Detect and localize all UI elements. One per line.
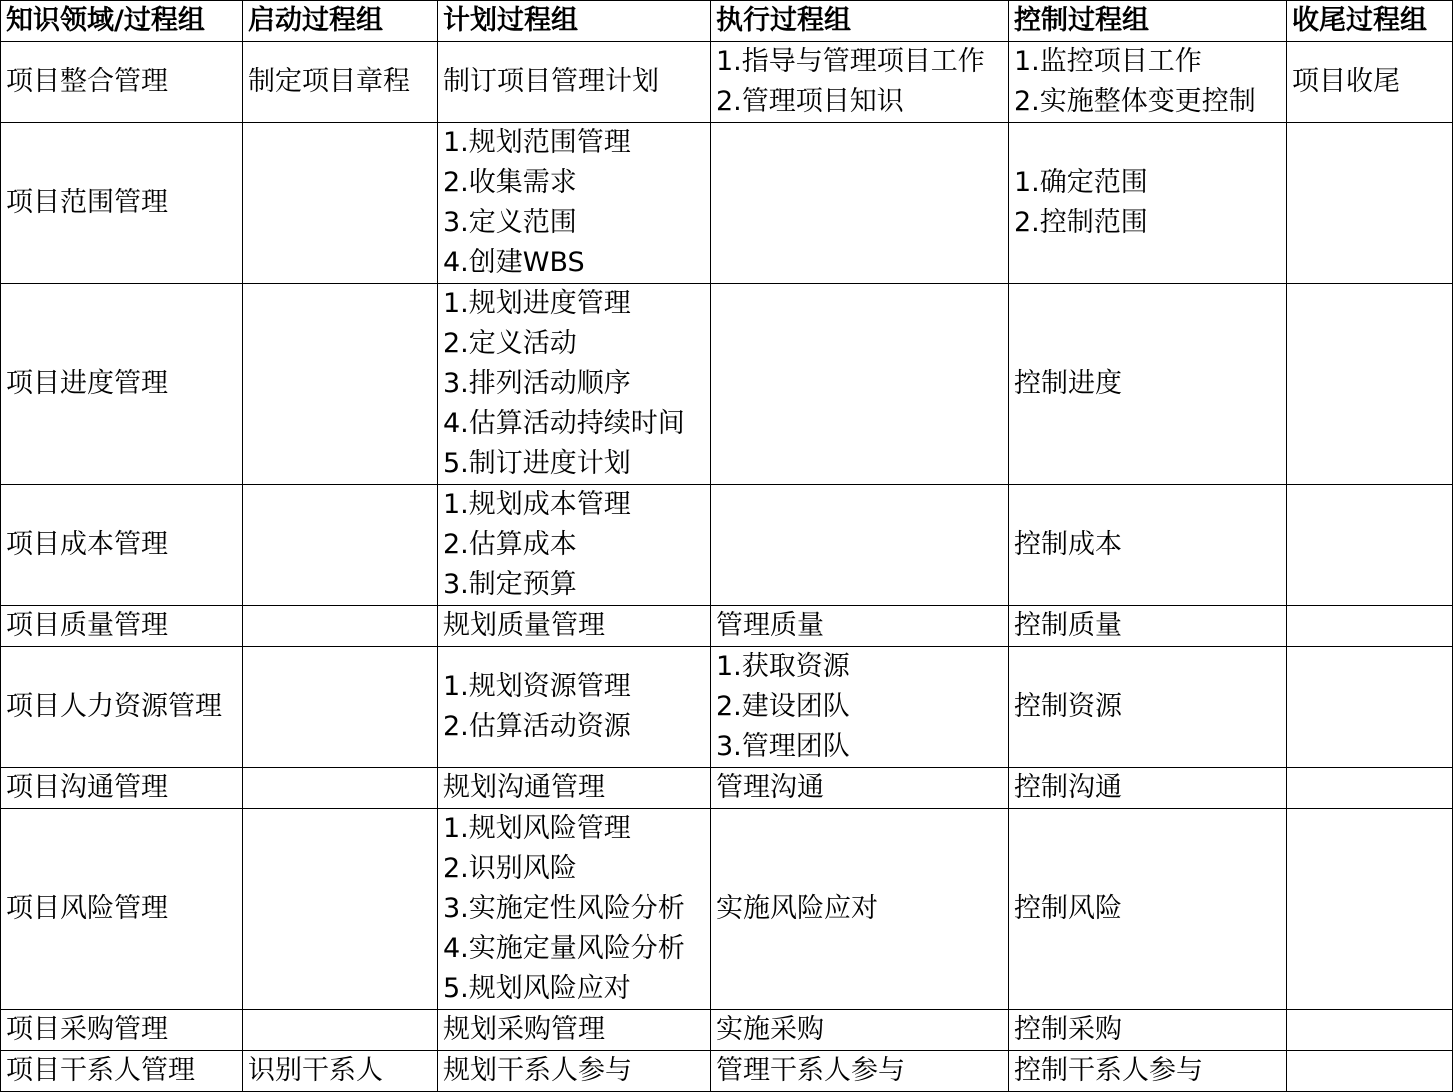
initiating-cell [243,485,438,606]
process-item: 控制沟通 [1014,772,1122,803]
closing-cell [1287,1010,1453,1051]
planning-cell [438,123,711,284]
controlling-cell [1009,123,1287,284]
controlling-cell [1009,1010,1287,1051]
controlling-cell [1009,485,1287,606]
process-item: 1.规划资源管理 [443,671,631,702]
closing-cell [1287,284,1453,485]
closing-cell [1287,606,1453,647]
controlling-cell [1009,1051,1287,1092]
closing-cell [1287,42,1453,123]
process-item: 1.规划范围管理 [443,127,631,158]
process-item: 控制进度 [1014,368,1122,399]
process-item: 1.规划成本管理 [443,489,631,520]
initiating-cell [243,647,438,768]
table-body [1,42,1453,1092]
table-row [1,809,1453,1010]
header-executing: 执行过程组 [711,1,1009,42]
process-item: 2.估算活动资源 [443,711,631,742]
process-item: 4.估算活动持续时间 [443,408,685,439]
process-item: 项目收尾 [1292,66,1400,97]
executing-cell [711,123,1009,284]
header-initiating: 启动过程组 [243,1,438,42]
process-item: 控制采购 [1014,1014,1122,1045]
executing-cell [711,284,1009,485]
process-item: 控制干系人参与 [1014,1055,1203,1086]
process-item: 5.制订进度计划 [443,448,631,479]
initiating-cell [243,809,438,1010]
planning-cell [438,606,711,647]
process-item: 2.管理项目知识 [716,86,904,117]
process-item: 2.实施整体变更控制 [1014,86,1256,117]
executing-cell [711,768,1009,809]
process-item: 1.监控项目工作 [1014,46,1202,77]
process-item: 3.制定预算 [443,569,577,600]
table-row [1,123,1453,284]
process-item: 1.规划风险管理 [443,813,631,844]
closing-cell [1287,809,1453,1010]
process-item: 1.获取资源 [716,651,850,682]
process-item: 3.管理团队 [716,731,850,762]
closing-cell [1287,768,1453,809]
process-item: 4.创建WBS [443,247,585,278]
planning-cell [438,1051,711,1092]
table-row [1,284,1453,485]
controlling-cell [1009,809,1287,1010]
process-item: 规划采购管理 [443,1014,605,1045]
table-row [1,647,1453,768]
closing-cell [1287,1051,1453,1092]
initiating-cell [243,42,438,123]
controlling-cell [1009,606,1287,647]
process-item: 2.控制范围 [1014,207,1148,238]
planning-cell [438,809,711,1010]
header-row [1,1,1453,42]
process-item: 制定项目章程 [248,66,410,97]
planning-cell [438,42,711,123]
process-item: 5.规划风险应对 [443,973,631,1004]
closing-cell [1287,647,1453,768]
process-item: 2.收集需求 [443,167,577,198]
process-item: 管理质量 [716,610,824,641]
table-row [1,606,1453,647]
planning-cell [438,1010,711,1051]
knowledge-area-cell: 项目风险管理 [1,809,243,1010]
table-row [1,1051,1453,1092]
table-row [1,1010,1453,1051]
process-item: 管理干系人参与 [716,1055,905,1086]
knowledge-area-cell: 项目进度管理 [1,284,243,485]
controlling-cell [1009,42,1287,123]
table-row [1,42,1453,123]
process-item: 3.实施定性风险分析 [443,893,685,924]
process-item: 2.定义活动 [443,328,577,359]
initiating-cell [243,606,438,647]
process-item: 规划沟通管理 [443,772,605,803]
knowledge-area-cell: 项目干系人管理 [1,1051,243,1092]
process-item: 规划干系人参与 [443,1055,632,1086]
planning-cell [438,647,711,768]
planning-cell [438,284,711,485]
controlling-cell [1009,647,1287,768]
knowledge-area-cell: 项目成本管理 [1,485,243,606]
planning-cell [438,768,711,809]
process-item: 控制资源 [1014,691,1122,722]
process-item: 控制风险 [1014,893,1122,924]
process-item: 2.识别风险 [443,853,577,884]
executing-cell [711,485,1009,606]
knowledge-area-cell: 项目整合管理 [1,42,243,123]
executing-cell [711,1010,1009,1051]
process-item: 3.排列活动顺序 [443,368,631,399]
process-item: 规划质量管理 [443,610,605,641]
process-item: 实施采购 [716,1014,824,1045]
process-item: 控制质量 [1014,610,1122,641]
process-item: 控制成本 [1014,529,1122,560]
process-item: 管理沟通 [716,772,824,803]
initiating-cell [243,768,438,809]
process-item: 4.实施定量风险分析 [443,933,685,964]
knowledge-area-cell: 项目人力资源管理 [1,647,243,768]
initiating-cell [243,1010,438,1051]
process-item: 识别干系人 [248,1055,383,1086]
header-planning: 计划过程组 [438,1,711,42]
closing-cell [1287,123,1453,284]
planning-cell [438,485,711,606]
closing-cell [1287,485,1453,606]
header-controlling: 控制过程组 [1009,1,1287,42]
executing-cell [711,647,1009,768]
process-item: 1.指导与管理项目工作 [716,46,985,77]
knowledge-area-cell: 项目范围管理 [1,123,243,284]
process-item: 2.估算成本 [443,529,577,560]
table-row [1,485,1453,606]
initiating-cell [243,284,438,485]
controlling-cell [1009,284,1287,485]
executing-cell [711,42,1009,123]
process-item: 1.确定范围 [1014,167,1148,198]
controlling-cell [1009,768,1287,809]
header-knowledge-area: 知识领域/过程组 [1,1,243,42]
process-item: 2.建设团队 [716,691,850,722]
process-item: 制订项目管理计划 [443,66,659,97]
table-row [1,768,1453,809]
executing-cell [711,606,1009,647]
process-item: 3.定义范围 [443,207,577,238]
header-closing: 收尾过程组 [1287,1,1453,42]
knowledge-area-cell: 项目质量管理 [1,606,243,647]
process-item: 实施风险应对 [716,893,878,924]
executing-cell [711,809,1009,1010]
knowledge-area-cell: 项目采购管理 [1,1010,243,1051]
initiating-cell [243,1051,438,1092]
initiating-cell [243,123,438,284]
process-item: 1.规划进度管理 [443,288,631,319]
knowledge-area-cell: 项目沟通管理 [1,768,243,809]
executing-cell [711,1051,1009,1092]
